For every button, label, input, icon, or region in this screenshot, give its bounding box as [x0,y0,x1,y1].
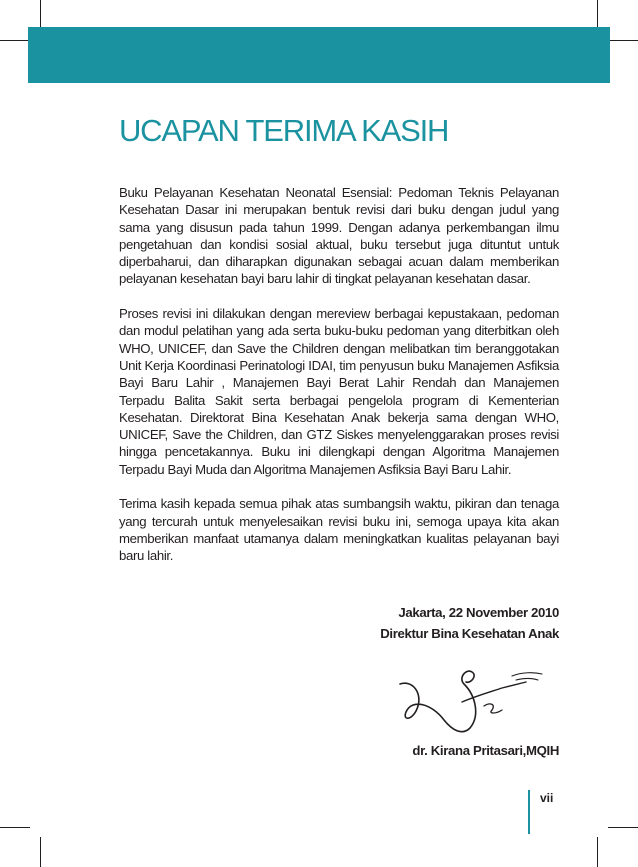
crop-mark [608,40,638,41]
header-band [28,27,610,83]
signature-image [392,662,552,744]
paragraph: Proses revisi ini dilakukan dengan mereview berbagai kepustakaan, pedoman dan modul pelatihan yang ada serta buku-buku pedoman yang diterbitkan oleh WHO, UNICEF, dan Save the Children dengan melibatkan tim beranggotakan Unit Kerja Koordinasi Perinatologi IDAI, tim penyusun buku Manajemen Asfiksia Bayi Baru Lahir , Manajemen Bayi Berat Lahir Rendah dan Manajemen Terpadu Balita Sakit serta berbagai pengelola program di Kementerian Kesehatan. Direktorat Bina Kesehatan Anak bekerja sama dengan WHO, UNICEF, Save the Children, dan GTZ Siskes menyelenggarakan proses revisi hingga pencetakannya. Buku ini dilengkapi dengan Algoritma Manajemen Terpadu Bayi Muda dan Algoritma Manajemen Asfiksia Bayi Baru Lahir. [119,306,559,477]
crop-mark [597,0,598,30]
paragraph: Buku Pelayanan Kesehatan Neonatal Esensial: Pedoman Teknis Pelayanan Kesehatan Dasar ini merupakan bentuk revisi dari buku dengan judul yang sama yang disusun pada tahun 1999. Dengan adanya perkembangan ilmu pengetahuan dan kondisi sosial aktual, buku tersebut juga dituntut untuk diperbaharui, dan diharapkan digunakan sebagai acuan dalam memberikan pelayanan kesehatan bayi baru lahir di tingkat pelayanan kesehatan dasar. [119,185,559,287]
signer-name: dr. Kirana Pritasari,MQIH [412,743,559,758]
page-number-bar [528,790,530,834]
crop-mark [40,0,41,30]
page-title: UCAPAN TERIMA KASIH [119,112,449,148]
crop-mark [0,40,30,41]
crop-mark [597,837,598,867]
body-text [119,184,559,582]
crop-mark [40,837,41,867]
page-number: vii [540,791,554,805]
signer-position: Direktur Bina Kesehatan Anak [380,626,559,641]
crop-mark [0,827,30,828]
place-date: Jakarta, 22 November 2010 [398,605,559,620]
paragraph: Terima kasih kepada semua pihak atas sumbangsih waktu, pikiran dan tenaga yang tercurah untuk menyelesaikan revisi buku ini, semoga upaya kita akan memberikan manfaat utamanya dalam meningkatkan kualitas pelayanan bayi baru lahir. [119,496,559,564]
crop-mark [608,827,638,828]
